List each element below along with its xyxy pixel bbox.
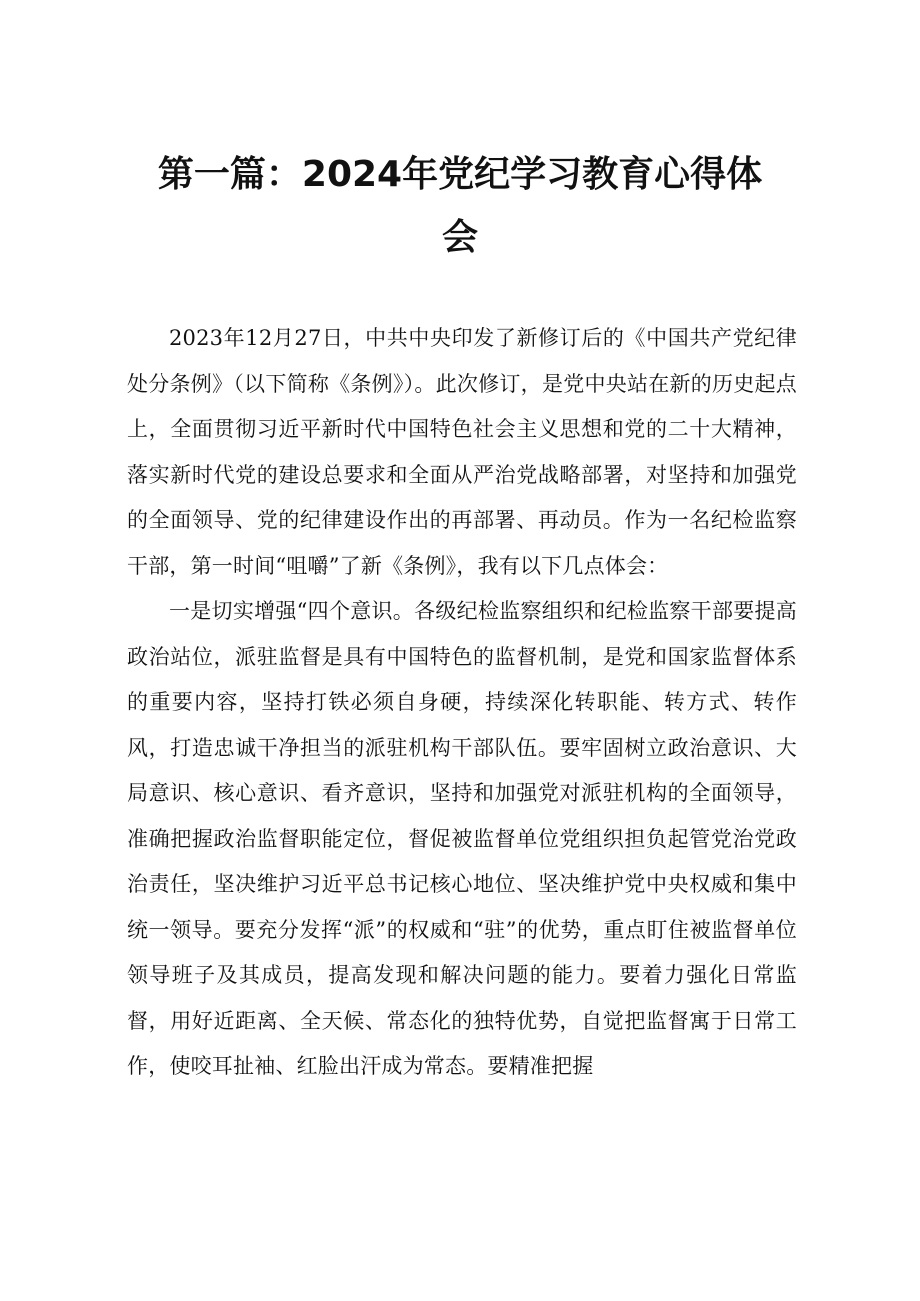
document-title-line-1: 第一篇：2024年党纪学习教育心得体 [157, 154, 763, 195]
document-title-line-2: 会 [441, 217, 478, 258]
document-body [127, 316, 797, 1090]
paragraph-intro: 2023年12月27日，中共中央印发了新修订后的《中国共产党纪律处分条例》（以下简称《条例》）。此次修订，是党中央站在新的历史起点上，全面贯彻习近平新时代中国特色社会主义思想和党的二十大精神，落实新时代党的建设总要求和全面从严治党战略部署，对坚持和加强党的全面领导、党的纪律建设作出的再部署、再动员。作为一名纪检监察干部，第一时间“咀嚼”了新《条例》，我有以下几点体会： [127, 326, 797, 578]
paragraph-point-one: 一是切实增强“四个意识。各级纪检监察组织和纪检监察干部要提高政治站位，派驻监督是具有中国特色的监督机制，是党和国家监督体系的重要内容，坚持打铁必须自身硬，持续深化转职能、转方式、转作风，打造忠诚干净担当的派驻机构干部队伍。要牢固树立政治意识、大局意识、核心意识、看齐意识，坚持和加强党对派驻机构的全面领导，准确把握政治监督职能定位，督促被监督单位党组织担负起管党治党政治责任，坚决维护习近平总书记核心地位、坚决维护党中央权威和集中统一领导。要充分发挥“派”的权威和“驻”的优势，重点盯住被监督单位领导班子及其成员，提高发现和解决问题的能力。要着力强化日常监督，用好近距离、全天候、常态化的独特优势，自觉把监督寓于日常工作，使咬耳扯袖、红脸出汗成为常态。要精准把握 [127, 599, 797, 1078]
